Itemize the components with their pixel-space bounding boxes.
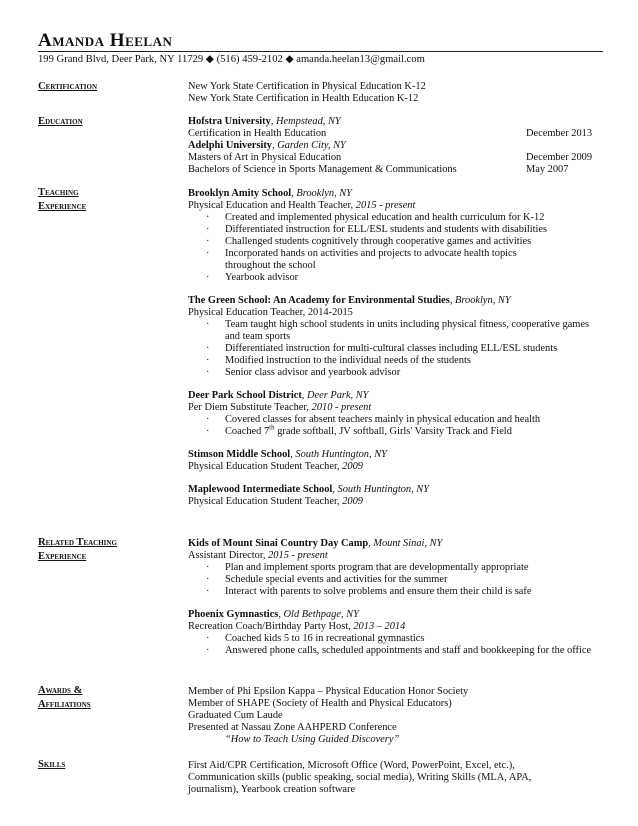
job-title: Physical Education Student Teacher, 2009 xyxy=(188,496,363,507)
award-item: Presented at Nassau Zone AAHPERD Conference xyxy=(188,722,397,733)
list-item: · Coached kids 5 to 16 in recreational gymnastics xyxy=(206,633,425,644)
list-item: · Plan and implement sports program that are developmentally appropriate xyxy=(206,562,529,573)
certification-item: New York State Certification in Health Education K-12 xyxy=(188,93,419,104)
job-bullets xyxy=(188,633,606,657)
list-item: · Coached 7th grade softball, JV softball, Girls' Varsity Track and Field xyxy=(206,423,512,437)
bullet-icon: · xyxy=(206,248,210,259)
bullet-icon: · xyxy=(206,224,210,235)
degree-date: December 2013 xyxy=(526,128,593,139)
section-label-awards: Awards & Affiliations xyxy=(38,685,91,710)
section-label-certification: Certification xyxy=(38,81,98,92)
degree-date: May 2007 xyxy=(526,164,569,175)
job-bullets xyxy=(188,212,606,284)
list-item: · Schedule special events and activities for the summer xyxy=(206,574,448,585)
section-label-teaching: Teaching Experience xyxy=(38,187,87,212)
degree-line: Certification in Health Education xyxy=(188,128,327,139)
job-heading: The Green School: An Academy for Environmental Studies, Brooklyn, NY xyxy=(188,295,511,306)
job-heading: Deer Park School District, Deer Park, NY xyxy=(188,390,369,401)
list-item: · Team taught high school students in units including physical fitness, cooperative games and team sports xyxy=(206,319,590,342)
award-item: Graduated Cum Laude xyxy=(188,710,283,721)
degree-line: Masters of Art in Physical Education xyxy=(188,152,342,163)
section-label-education: Education xyxy=(38,116,83,127)
list-item: · Covered classes for absent teachers mainly in physical education and health xyxy=(206,414,541,425)
list-item: · Modified instruction to the individual needs of the students xyxy=(206,355,471,366)
bullet-icon: · xyxy=(206,574,210,585)
bullet-icon: · xyxy=(206,586,210,597)
bullet-icon: · xyxy=(206,633,210,644)
section-label-skills: Skills xyxy=(38,759,66,770)
job-heading: Maplewood Intermediate School, South Huntington, NY xyxy=(188,484,430,495)
related-experience xyxy=(188,538,606,657)
contact-line: 199 Grand Blvd, Deer Park, NY 11729 ◆ (516) 459-2102 ◆ amanda.heelan13@gmail.com xyxy=(38,54,425,65)
bullet-icon: · xyxy=(206,426,210,437)
list-item: · Differentiated instruction for multi-cultural classes including ELL/ESL students xyxy=(206,343,558,354)
skills-line: journalism), Yearbook creation software xyxy=(188,784,356,795)
section-label-related-teaching: Related Teaching Experience xyxy=(38,537,117,562)
bullet-icon: · xyxy=(206,562,210,573)
bullet-icon: · xyxy=(206,343,210,354)
list-item: · Differentiated instruction for ELL/ESL students and students with disabilities xyxy=(206,224,548,235)
job-title: Physical Education Teacher, 2014-2015 xyxy=(188,307,353,318)
job-heading: Phoenix Gymnastics, Old Bethpage, NY xyxy=(188,609,359,620)
list-item: · Yearbook advisor xyxy=(206,272,299,283)
degree-date: December 2009 xyxy=(526,152,593,163)
job-heading: Kids of Mount Sinai Country Day Camp, Mount Sinai, NY xyxy=(188,538,443,549)
degree-line: Bachelors of Science in Sports Management & Communications xyxy=(188,164,457,175)
bullet-icon: · xyxy=(206,272,210,283)
resume-name: Amanda Heelan xyxy=(38,30,173,51)
job-heading: Stimson Middle School, South Huntington, NY xyxy=(188,449,387,460)
bullet-icon: · xyxy=(206,355,210,366)
bullet-icon: · xyxy=(206,414,210,425)
list-item: · Incorporated hands on activities and projects to advocate health topics throughout the school xyxy=(206,248,517,271)
school-heading: Adelphi University, Garden City, NY xyxy=(188,140,346,151)
list-item: · Answered phone calls, scheduled appointments and staff and bookkeeping for the office xyxy=(206,645,592,656)
presentation-title: “How to Teach Using Guided Discovery” xyxy=(225,734,400,745)
list-item: · Interact with parents to solve problems and ensure them their child is safe xyxy=(206,586,532,597)
job-heading: Brooklyn Amity School, Brooklyn, NY xyxy=(188,188,352,199)
award-item: Member of Phi Epsilon Kappa – Physical Education Honor Society xyxy=(188,686,469,697)
award-item: Member of SHAPE (Society of Health and Physical Educators) xyxy=(188,698,452,709)
job-title: Per Diem Substitute Teacher, 2010 - present xyxy=(188,402,372,413)
job-title: Recreation Coach/Birthday Party Host, 2013 – 2014 xyxy=(188,621,406,632)
school-heading: Hofstra University, Hempstead, NY xyxy=(188,116,341,127)
bullet-icon: · xyxy=(206,319,210,330)
teaching-experience xyxy=(188,188,606,508)
list-item: · Challenged students cognitively through cooperative games and activities xyxy=(206,236,532,247)
job-title: Assistant Director, 2015 - present xyxy=(188,550,328,561)
bullet-icon: · xyxy=(206,645,210,656)
bullet-icon: · xyxy=(206,367,210,378)
job-title: Physical Education Student Teacher, 2009 xyxy=(188,461,363,472)
bullet-icon: · xyxy=(206,212,210,223)
certification-item: New York State Certification in Physical Education K-12 xyxy=(188,81,426,92)
header-divider xyxy=(38,51,603,52)
skills-list xyxy=(188,760,606,796)
list-item: · Created and implemented physical education and health curriculum for K-12 xyxy=(206,212,545,223)
job-bullets xyxy=(188,562,606,598)
awards-list xyxy=(188,686,606,746)
job-title: Physical Education and Health Teacher, 2015 - present xyxy=(188,200,416,211)
skills-line: First Aid/CPR Certification, Microsoft Office (Word, PowerPoint, Excel, etc.), xyxy=(188,760,515,771)
job-bullets xyxy=(188,319,606,379)
bullet-icon: · xyxy=(206,236,210,247)
job-bullets xyxy=(188,414,606,438)
list-item: · Senior class advisor and yearbook advisor xyxy=(206,367,401,378)
skills-line: Communication skills (public speaking, social media), Writing Skills (MLA, APA, xyxy=(188,772,532,783)
certification-list xyxy=(188,81,606,105)
